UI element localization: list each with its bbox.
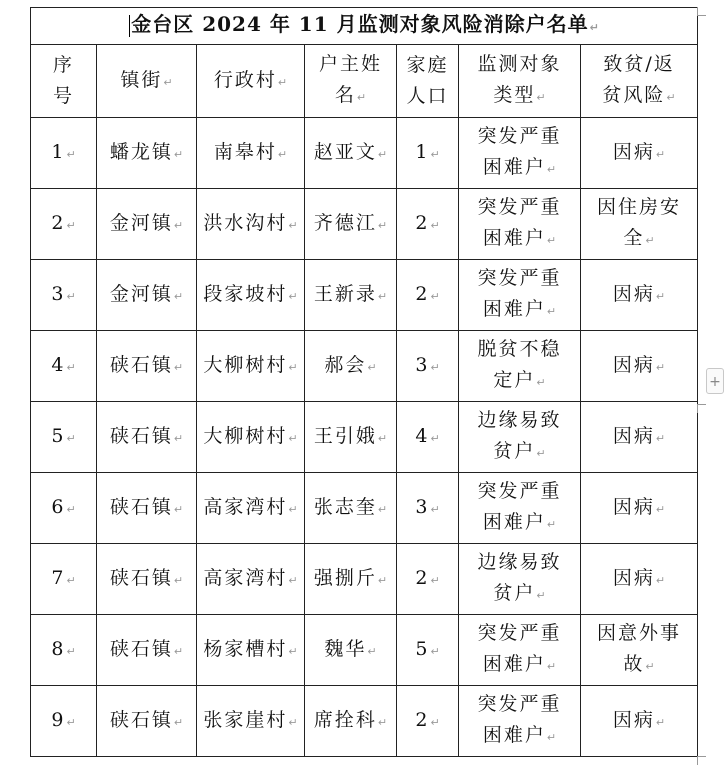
paragraph-mark: ↵ [163, 75, 173, 89]
paragraph-mark: ↵ [377, 218, 388, 232]
cell-family-size[interactable] [397, 189, 459, 260]
paragraph-mark: ↵ [430, 715, 440, 729]
cell-index[interactable] [31, 615, 97, 686]
cell-index-text: 8 [51, 637, 66, 660]
cell-risk[interactable] [581, 189, 698, 260]
cell-index-text: 1 [51, 140, 66, 163]
paragraph-mark: ↵ [430, 573, 440, 587]
cell-family-size-text: 2 [415, 566, 430, 589]
cell-index[interactable] [31, 118, 97, 189]
cell-index-text: 4 [51, 353, 66, 376]
paragraph-mark: ↵ [356, 91, 367, 104]
paragraph-mark: ↵ [377, 289, 388, 303]
cell-monitor-type-line1: 突发严重 [477, 622, 562, 644]
cell-village-text: 大柳树村 [203, 424, 288, 447]
table-row [31, 544, 698, 615]
cell-town[interactable] [97, 473, 197, 544]
paragraph-mark: ↵ [377, 715, 388, 729]
plus-icon[interactable]: + [706, 368, 724, 394]
cell-risk[interactable] [581, 544, 698, 615]
cell-family-size[interactable] [397, 118, 459, 189]
cell-town-text: 硖石镇 [109, 566, 173, 589]
cell-town[interactable] [97, 686, 197, 757]
cell-risk-line1: 因病 [612, 282, 655, 305]
paragraph-mark: ↵ [589, 21, 599, 34]
cell-householder-text: 强捌斤 [313, 566, 377, 589]
cell-monitor-type[interactable] [459, 402, 581, 473]
cell-village-text: 段家坡村 [203, 282, 288, 305]
cell-village[interactable] [197, 544, 305, 615]
cell-householder[interactable] [305, 118, 397, 189]
paragraph-mark: ↵ [288, 289, 298, 303]
paragraph-mark: ↵ [66, 289, 76, 303]
cell-index-text: 6 [51, 495, 66, 518]
cell-risk[interactable] [581, 331, 698, 402]
cell-index[interactable] [31, 686, 97, 757]
paragraph-mark: ↵ [546, 518, 557, 531]
paragraph-mark: ↵ [277, 147, 288, 161]
page-corner-mark [697, 7, 706, 16]
cell-monitor-type[interactable] [459, 331, 581, 402]
cell-town[interactable] [97, 189, 197, 260]
cell-town-text: 硖石镇 [109, 708, 173, 731]
cell-monitor-type[interactable] [459, 544, 581, 615]
header-family-size-line2: 人口 [406, 85, 449, 107]
paragraph-mark: ↵ [288, 644, 298, 658]
header-village-text: 行政村 [213, 68, 277, 91]
cell-index-text: 9 [51, 708, 66, 731]
cell-monitor-type-line2: 困难户 [482, 227, 546, 249]
header-risk-line2: 贫风险 [602, 84, 666, 106]
paragraph-mark: ↵ [430, 289, 440, 303]
header-town[interactable] [97, 45, 197, 118]
cell-village-text: 大柳树村 [203, 353, 288, 376]
cell-risk[interactable] [581, 118, 698, 189]
header-family-size[interactable] [397, 45, 459, 118]
cell-index[interactable] [31, 402, 97, 473]
document-page [30, 7, 697, 757]
header-risk[interactable] [581, 45, 698, 118]
cell-village[interactable] [197, 189, 305, 260]
paragraph-mark: ↵ [655, 573, 666, 587]
header-town-text: 镇街 [120, 68, 163, 91]
table-row [31, 473, 698, 544]
cell-family-size[interactable] [397, 544, 459, 615]
cell-index[interactable] [31, 473, 97, 544]
paragraph-mark: ↵ [546, 731, 557, 744]
cell-monitor-type-line2: 困难户 [482, 511, 546, 533]
cell-monitor-type[interactable] [459, 118, 581, 189]
cell-householder-text: 张志奎 [313, 495, 377, 518]
cell-monitor-type-line1: 突发严重 [477, 125, 562, 147]
cell-monitor-type-line1: 边缘易致 [477, 409, 562, 431]
cell-risk-line2: 故 [623, 653, 645, 675]
paragraph-mark: ↵ [536, 91, 546, 104]
paragraph-mark: ↵ [277, 75, 288, 89]
cell-householder-text: 赵亚文 [313, 140, 377, 163]
cell-index-text: 3 [51, 282, 66, 305]
paragraph-mark: ↵ [546, 305, 557, 318]
cell-village-text: 南皋村 [213, 140, 277, 163]
cell-village[interactable] [197, 686, 305, 757]
cell-village-text: 张家崖村 [203, 708, 288, 731]
cell-family-size-text: 4 [415, 424, 430, 447]
paragraph-mark: ↵ [377, 502, 388, 516]
page-corner-mark [697, 404, 706, 413]
paragraph-mark: ↵ [173, 289, 184, 303]
cell-risk-line2: 全 [623, 227, 645, 249]
paragraph-mark: ↵ [66, 218, 76, 232]
cell-family-size[interactable] [397, 615, 459, 686]
paragraph-mark: ↵ [377, 431, 388, 445]
paragraph-mark: ↵ [66, 431, 76, 445]
cell-town[interactable] [97, 331, 197, 402]
paragraph-mark: ↵ [288, 360, 298, 374]
cell-risk-line1: 因病 [612, 566, 655, 589]
cell-risk-line1: 因病 [612, 708, 655, 731]
paragraph-mark: ↵ [367, 360, 377, 374]
paragraph-mark: ↵ [66, 360, 76, 374]
cell-village-text: 洪水沟村 [203, 211, 288, 234]
table-row [31, 615, 698, 686]
table-row [31, 260, 698, 331]
cell-monitor-type-line2: 贫户 [493, 582, 536, 604]
header-index[interactable] [31, 45, 97, 118]
cell-risk-line1: 因意外事 [597, 622, 682, 644]
paragraph-mark: ↵ [173, 573, 184, 587]
cell-family-size-text: 3 [415, 353, 430, 376]
cell-householder[interactable] [305, 473, 397, 544]
cell-monitor-type[interactable] [459, 260, 581, 331]
paragraph-mark: ↵ [377, 147, 388, 161]
paragraph-mark: ↵ [655, 360, 666, 374]
paragraph-mark: ↵ [66, 715, 76, 729]
cell-monitor-type-line1: 突发严重 [477, 267, 562, 289]
cell-family-size[interactable] [397, 473, 459, 544]
header-index-line1: 序 [52, 54, 74, 76]
cell-village[interactable] [197, 473, 305, 544]
cell-householder[interactable] [305, 544, 397, 615]
cell-householder[interactable] [305, 189, 397, 260]
cell-village-text: 杨家槽村 [203, 637, 288, 660]
paragraph-mark: ↵ [430, 431, 440, 445]
header-monitor-type[interactable] [459, 45, 581, 118]
paragraph-mark: ↵ [655, 715, 666, 729]
table-row [31, 686, 698, 757]
cell-family-size-text: 1 [415, 140, 430, 163]
cell-householder[interactable] [305, 615, 397, 686]
cell-monitor-type-line1: 脱贫不稳 [477, 338, 562, 360]
cell-index-text: 5 [51, 424, 66, 447]
paragraph-mark: ↵ [546, 660, 557, 673]
cell-risk-line1: 因病 [612, 495, 655, 518]
cell-town[interactable] [97, 615, 197, 686]
header-family-size-line1: 家庭 [406, 54, 449, 76]
cell-family-size-text: 2 [415, 282, 430, 305]
page-corner-mark [697, 756, 706, 765]
cell-risk[interactable] [581, 260, 698, 331]
cell-town[interactable] [97, 402, 197, 473]
header-row [31, 45, 698, 118]
cell-monitor-type[interactable] [459, 473, 581, 544]
cell-risk-line1: 因病 [612, 140, 655, 163]
cell-index[interactable] [31, 331, 97, 402]
cell-town[interactable] [97, 544, 197, 615]
cell-householder[interactable] [305, 331, 397, 402]
cell-risk[interactable] [581, 473, 698, 544]
table-title[interactable] [31, 8, 698, 45]
cell-town-text: 蟠龙镇 [109, 140, 173, 163]
paragraph-mark: ↵ [66, 147, 76, 161]
paragraph-mark: ↵ [66, 573, 76, 587]
cell-monitor-type-line2: 困难户 [482, 653, 546, 675]
cell-family-size[interactable] [397, 331, 459, 402]
cell-town-text: 硖石镇 [109, 424, 173, 447]
paragraph-mark: ↵ [173, 502, 184, 516]
roster-table [30, 7, 698, 757]
paragraph-mark: ↵ [655, 502, 666, 516]
cell-monitor-type-line2: 贫户 [493, 440, 536, 462]
paragraph-mark: ↵ [536, 447, 546, 460]
header-householder[interactable] [305, 45, 397, 118]
paragraph-mark: ↵ [288, 502, 298, 516]
paragraph-mark: ↵ [66, 644, 76, 658]
paragraph-mark: ↵ [173, 715, 184, 729]
cell-householder-text: 王新录 [313, 282, 377, 305]
paragraph-mark: ↵ [536, 589, 546, 602]
cell-householder[interactable] [305, 402, 397, 473]
cell-householder[interactable] [305, 686, 397, 757]
paragraph-mark: ↵ [536, 376, 546, 389]
header-householder-line1: 户主姓 [318, 53, 382, 75]
paragraph-mark: ↵ [546, 163, 557, 176]
cell-family-size[interactable] [397, 686, 459, 757]
cell-householder-text: 王引娥 [313, 424, 377, 447]
table-row [31, 402, 698, 473]
cell-householder-text: 齐德江 [313, 211, 377, 234]
paragraph-mark: ↵ [377, 573, 388, 587]
cell-family-size-text: 5 [415, 637, 430, 660]
cell-town-text: 金河镇 [109, 282, 173, 305]
table-row [31, 331, 698, 402]
cell-index[interactable] [31, 544, 97, 615]
paragraph-mark: ↵ [173, 360, 184, 374]
cell-village-text: 高家湾村 [203, 566, 288, 589]
cell-monitor-type-line1: 突发严重 [477, 480, 562, 502]
paragraph-mark: ↵ [173, 218, 184, 232]
cell-risk[interactable] [581, 686, 698, 757]
cell-monitor-type-line2: 定户 [493, 369, 536, 391]
cell-householder-text: 席拴科 [313, 708, 377, 731]
cell-town-text: 金河镇 [109, 211, 173, 234]
paragraph-mark: ↵ [288, 431, 298, 445]
table-row [31, 189, 698, 260]
cell-monitor-type-line2: 困难户 [482, 724, 546, 746]
cell-village[interactable] [197, 615, 305, 686]
cell-monitor-type-line1: 突发严重 [477, 196, 562, 218]
cell-index[interactable] [31, 189, 97, 260]
paragraph-mark: ↵ [666, 91, 676, 104]
table-row [31, 118, 698, 189]
cell-town-text: 硖石镇 [109, 637, 173, 660]
paragraph-mark: ↵ [430, 147, 440, 161]
cell-householder-text: 郝会 [324, 353, 367, 376]
cell-village[interactable] [197, 260, 305, 331]
cell-index-text: 2 [51, 211, 66, 234]
cell-family-size[interactable] [397, 260, 459, 331]
header-risk-line1: 致贫/返 [603, 53, 675, 75]
paragraph-mark: ↵ [66, 502, 76, 516]
cell-family-size[interactable] [397, 402, 459, 473]
cell-index-text: 7 [51, 566, 66, 589]
cell-monitor-type-line2: 困难户 [482, 298, 546, 320]
header-index-line2: 号 [52, 85, 74, 107]
cell-town-text: 硖石镇 [109, 495, 173, 518]
paragraph-mark: ↵ [645, 234, 655, 247]
header-monitor-type-line1: 监测对象 [477, 53, 562, 75]
cell-risk-line1: 因病 [612, 353, 655, 376]
paragraph-mark: ↵ [645, 660, 655, 673]
header-householder-line2: 名 [334, 84, 356, 106]
paragraph-mark: ↵ [173, 147, 184, 161]
cell-monitor-type[interactable] [459, 189, 581, 260]
cell-family-size-text: 2 [415, 708, 430, 731]
cell-village[interactable] [197, 118, 305, 189]
paragraph-mark: ↵ [288, 715, 298, 729]
paragraph-mark: ↵ [173, 644, 184, 658]
cell-monitor-type-line1: 边缘易致 [477, 551, 562, 573]
cell-town[interactable] [97, 118, 197, 189]
paragraph-mark: ↵ [367, 644, 377, 658]
title-text: 金台区 2024 年 11 月监测对象风险消除户名单 [131, 12, 589, 36]
cell-village[interactable] [197, 331, 305, 402]
cell-family-size-text: 2 [415, 211, 430, 234]
paragraph-mark: ↵ [430, 644, 440, 658]
cell-town[interactable] [97, 260, 197, 331]
paragraph-mark: ↵ [655, 431, 666, 445]
paragraph-mark: ↵ [173, 431, 184, 445]
cell-householder[interactable] [305, 260, 397, 331]
cell-monitor-type-line2: 困难户 [482, 156, 546, 178]
cell-monitor-type-line1: 突发严重 [477, 693, 562, 715]
paragraph-mark: ↵ [288, 218, 298, 232]
cell-town-text: 硖石镇 [109, 353, 173, 376]
paragraph-mark: ↵ [430, 218, 440, 232]
cell-risk-line1: 因病 [612, 424, 655, 447]
cell-village-text: 高家湾村 [203, 495, 288, 518]
header-monitor-type-line2: 类型 [493, 84, 536, 106]
cell-monitor-type[interactable] [459, 686, 581, 757]
paragraph-mark: ↵ [288, 573, 298, 587]
cell-risk[interactable] [581, 402, 698, 473]
cell-village[interactable] [197, 402, 305, 473]
cell-risk-line1: 因住房安 [597, 196, 682, 218]
paragraph-mark: ↵ [655, 289, 666, 303]
cell-index[interactable] [31, 260, 97, 331]
cell-family-size-text: 3 [415, 495, 430, 518]
paragraph-mark: ↵ [546, 234, 557, 247]
paragraph-mark: ↵ [655, 147, 666, 161]
cell-monitor-type[interactable] [459, 615, 581, 686]
cell-risk[interactable] [581, 615, 698, 686]
cell-householder-text: 魏华 [324, 637, 367, 660]
header-village[interactable] [197, 45, 305, 118]
paragraph-mark: ↵ [430, 360, 440, 374]
paragraph-mark: ↵ [430, 502, 440, 516]
